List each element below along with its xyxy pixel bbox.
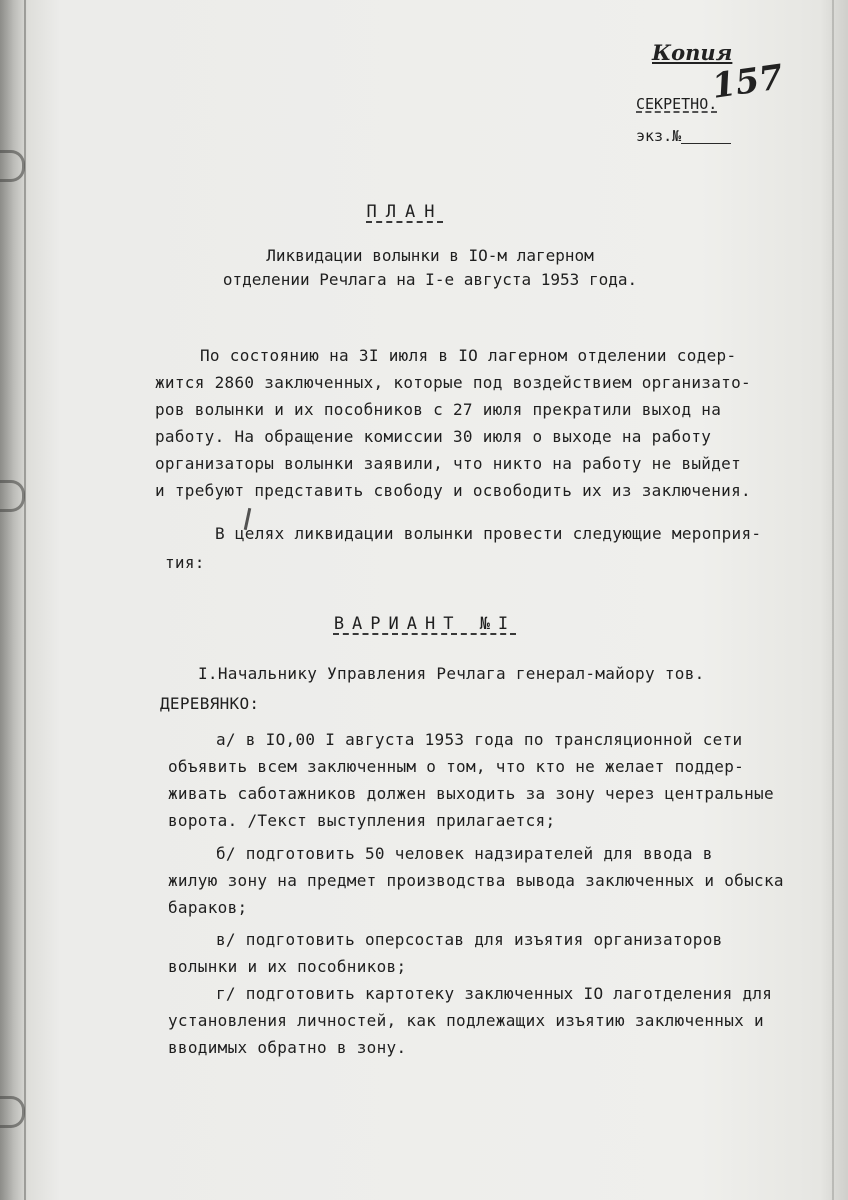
item1-second-line: ДЕРЕВЯНКО: <box>160 694 260 713</box>
binder-ring-icon <box>0 480 25 512</box>
intro-line: жится 2860 заключенных, которые под воздействием организато- <box>155 373 751 392</box>
document-title: ПЛАН <box>366 202 444 222</box>
intro-line: работу. На обращение комиссии 30 июля о выходе на работу <box>155 427 712 446</box>
purpose-second-line: тия: <box>165 553 205 572</box>
subtitle-line: отделении Речлага на I-е августа 1953 года. <box>222 270 638 289</box>
purpose-first-line: В целях ликвидации волынки провести следующие мероприя- <box>215 524 762 543</box>
sub-b-paragraph <box>168 867 784 921</box>
intro-line: ров волынки и их пособников с 27 июля прекратили выход на <box>155 400 722 419</box>
binding-edge <box>24 0 26 1200</box>
sub-b-line: жилую зону на предмет производства вывода заключенных и обыска <box>168 871 784 890</box>
intro-first-line: По состоянию на 3I июля в IO лагерном отделении содер- <box>200 346 737 365</box>
handwritten-number: 157 <box>709 57 786 107</box>
sub-g-line: установления личностей, как подлежащих изъятию заключенных и <box>168 1011 764 1030</box>
sub-b-line: бараков; <box>168 898 248 917</box>
sub-b-first-line: б/ подготовить 50 человек надзирателей для ввода в <box>216 844 713 863</box>
copy-number <box>636 120 731 152</box>
secrecy-stamp: СЕКРЕТНО. <box>636 95 718 113</box>
intro-line: организаторы волынки заявили, что никто на работу не выйдет <box>155 454 742 473</box>
subtitle-line: Ликвидации волынки в IO-м лагерном <box>266 246 594 265</box>
sub-g-paragraph <box>168 1007 764 1061</box>
sub-g-first-line: г/ подготовить картотеку заключенных IO лаготделения для <box>216 984 773 1003</box>
page-edge <box>832 0 834 1200</box>
sub-a-line: ворота. /Текст выступления прилагается; <box>168 811 556 830</box>
sub-a-line: живать саботажников должен выходить за зону через центральные <box>168 784 774 803</box>
handwritten-note: Копия <box>652 40 733 65</box>
sub-g-line: вводимых обратно в зону. <box>168 1038 407 1057</box>
binder-ring-icon <box>0 1096 25 1128</box>
sub-a-paragraph <box>168 753 774 834</box>
sub-v-second-line: волынки и их пособников; <box>168 957 407 976</box>
intro-paragraph <box>155 369 751 504</box>
copy-label: экз.№ <box>636 127 682 145</box>
sub-a-first-line: а/ в IO,00 I августа 1953 года по трансляционной сети <box>216 730 743 749</box>
item1-first-line: I.Начальнику Управления Речлага генерал-майору тов. <box>198 664 705 683</box>
document-subtitle <box>150 244 710 292</box>
secrecy-block <box>636 88 731 152</box>
binder-ring-icon <box>0 150 25 182</box>
variant-heading: ВАРИАНТ №I <box>333 614 517 634</box>
sub-v-first-line: в/ подготовить оперсостав для изъятия организаторов <box>216 930 723 949</box>
sub-a-line: объявить всем заключенным о том, что кто не желает поддер- <box>168 757 745 776</box>
copy-number-blank <box>681 143 731 144</box>
intro-line: и требуют представить свободу и освободить их из заключения. <box>155 481 751 500</box>
